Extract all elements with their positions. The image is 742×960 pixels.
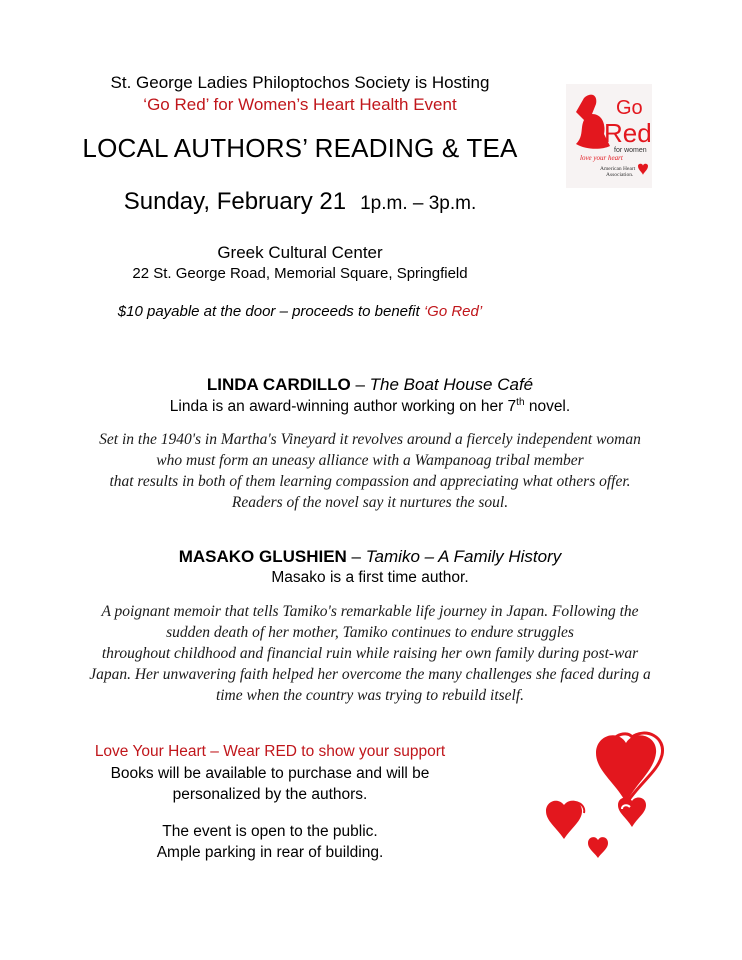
author-name-1: LINDA CARDILLO (206, 375, 351, 394)
description-line: time when the country was trying to rebuild itself. (215, 687, 525, 704)
book-description-1 (20, 429, 720, 513)
author-bio-1 (40, 397, 700, 416)
heart-icon (588, 837, 608, 858)
book-title-2: Tamiko – A Family History (365, 547, 562, 566)
description-line: throughout childhood and financial ruin while raising her own family during post-war (101, 645, 639, 662)
footer-books-line: personalized by the authors. (172, 786, 368, 803)
host-line: St. George Ladies Philoptochos Society is Hosting (110, 73, 490, 92)
price-beneficiary: ‘Go Red’ (423, 303, 483, 320)
footer-tagline: Love Your Heart – Wear RED to show your support (94, 743, 446, 760)
go-red-logo (566, 84, 652, 188)
author-bio-1-sup: th (516, 397, 525, 408)
footer-open-line: The event is open to the public. (162, 823, 378, 840)
book-description-2 (20, 601, 720, 706)
description-line: Japan. Her unwavering faith helped her overcome the many challenges she faced during a (89, 666, 651, 683)
description-line: Readers of the novel say it nurtures the soul. (231, 494, 509, 511)
footer-books-note (60, 763, 480, 805)
aha-heart-icon (638, 164, 648, 175)
description-line: that results in both of them learning compassion and appreciating what others offer. (109, 473, 631, 490)
heart-icon (596, 733, 663, 803)
event-date: Sunday, February 21 (123, 188, 347, 215)
author-bio-1-end: novel. (524, 398, 571, 416)
logo-aha-2: Association. (606, 172, 634, 178)
author-separator-2: – (346, 547, 366, 566)
venue-name: Greek Cultural Center (217, 243, 383, 262)
event-line: ‘Go Red’ for Women’s Heart Health Event (143, 95, 457, 114)
heart-icon (546, 801, 584, 839)
logo-go: Go (616, 97, 643, 119)
page-title: LOCAL AUTHORS’ READING & TEA (82, 133, 518, 163)
logo-red: Red (604, 118, 652, 148)
logo-tagline: love your heart (580, 154, 623, 162)
author-name-2: MASAKO GLUSHIEN (178, 547, 347, 566)
venue-address: 22 St. George Road, Memorial Square, Springfield (132, 265, 468, 282)
price-line (40, 303, 560, 320)
footer-open-note (60, 821, 480, 863)
author-bio-1-text: Linda is an award-winning author working on her 7 (169, 398, 517, 416)
logo-aha-1: American Heart (600, 166, 636, 172)
description-line: A poignant memoir that tells Tamiko's remarkable life journey in Japan. Following the (101, 603, 639, 620)
description-line: Set in the 1940's in Martha's Vineyard it revolves around a fiercely independent woman (99, 431, 641, 448)
logo-for-women: for women (614, 147, 647, 154)
hearts-decoration (530, 725, 680, 865)
go-red-dress-icon (566, 84, 652, 188)
author-heading-1 (40, 375, 700, 395)
author-bio-2: Masako is a first time author. (271, 569, 469, 586)
date-row (40, 188, 560, 216)
book-title-1: The Boat House Café (369, 375, 534, 394)
author-separator-1: – (350, 375, 370, 394)
heart-icon (618, 798, 646, 827)
footer-books-line: Books will be available to purchase and will be (110, 765, 430, 782)
description-line: sudden death of her mother, Tamiko continues to endure struggles (166, 624, 574, 641)
description-line: who must form an uneasy alliance with a Wampanoag tribal member (156, 452, 584, 469)
footer-open-line: Ample parking in rear of building. (156, 844, 384, 861)
event-time: 1p.m. – 3p.m. (360, 193, 477, 214)
author-heading-2 (40, 547, 700, 567)
price-text: $10 payable at the door – proceeds to benefit (117, 303, 420, 320)
